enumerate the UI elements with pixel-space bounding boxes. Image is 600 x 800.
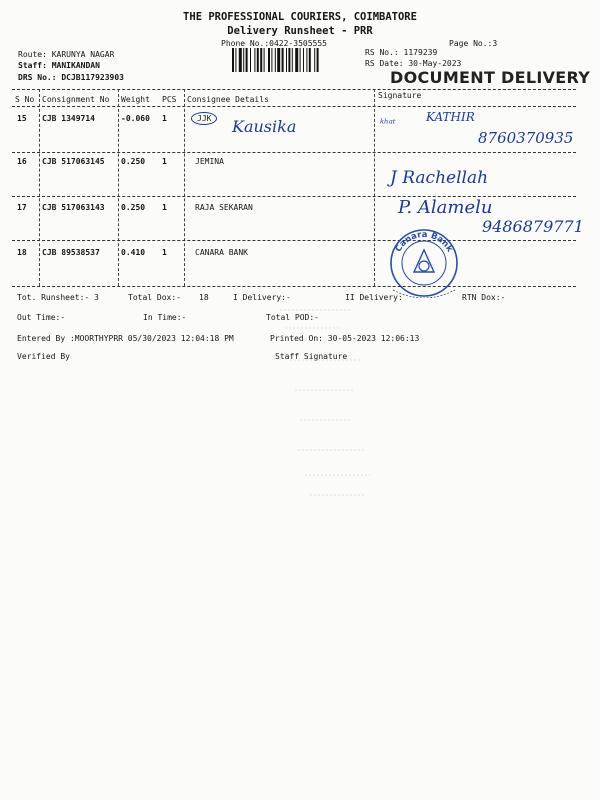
col-divider [39,89,40,286]
stamp-bank-name: Canara Bank [393,229,455,254]
signature-phone: 9486879771 [482,217,584,236]
first-delivery-label: I Delivery:- [233,293,291,302]
rs-no-value: 1179239 [403,48,438,57]
table-row-weight: 0.410 [121,248,146,257]
total-dox-value: 18 [199,293,209,302]
drs-label: DRS No.: [18,73,57,82]
table-row-pcs: 1 [162,248,167,257]
table-row-sno: 18 [17,248,27,257]
col-divider [118,89,119,286]
table-row-pcs: 1 [162,114,167,123]
col-header-signature: Signature [378,91,422,100]
out-time-label: Out Time:- [17,313,66,322]
staff-row [18,61,100,70]
col-header-sno: S No [15,95,35,104]
table-row-pcs: 1 [162,157,167,166]
staff-value: MANIKANDAN [51,61,100,70]
signature-name: J Rachellah [390,168,489,188]
row-rule [12,152,576,153]
route-label: Route: [18,50,47,59]
drs-row [18,73,124,82]
rs-date-value: 30-May-2023 [408,59,462,68]
signature-phone: 8760370935 [478,129,574,147]
table-row-weight: 0.250 [121,203,146,212]
barcode-image [232,48,356,72]
rs-date-label: RS Date: [365,59,404,68]
total-dox-label: Total Dox:- [128,293,181,302]
total-runsheet: Tot. Runsheet:- 3 [17,293,99,302]
table-row-consignment: CJB 89538537 [42,248,100,257]
row-rule [12,240,576,241]
signature-name: P. Alamelu [398,197,493,218]
rs-no-label: RS No.: [365,48,399,57]
table-row-consignment: CJB 517063145 [42,157,105,166]
page-number: Page No.:3 [449,39,498,48]
col-header-pcs: PCS [162,95,177,104]
staff-signature-label: Staff Signature [275,352,348,361]
table-row-pcs: 1 [162,203,167,212]
bleed-through-marks [270,300,390,530]
table-row-weight: 0.250 [121,157,146,166]
signature-name: KATHIR [426,110,475,124]
verified-by-label: Verified By [17,352,70,361]
company-title: THE PROFESSIONAL COURIERS, COIMBATORE [183,11,417,23]
table-row-consignment: CJB 517063143 [42,203,105,212]
table-row-consignment: CJB 1349714 [42,114,95,123]
document-delivery-stamp: DOCUMENT DELIVERY [390,68,591,87]
rs-no-row [365,48,437,57]
table-row-consignee: CANARA BANK [195,248,248,257]
bank-seal-stamp [385,226,463,298]
signature-scribble: ᵏʰᵃᵗ [380,117,396,130]
second-delivery-label: II Delivery: [345,293,403,302]
table-row-sno: 16 [17,157,27,166]
table-row-consignee: JJK [191,112,217,125]
in-time-label: In Time:- [143,313,187,322]
phone-number: Phone No.:0422-3505555 [221,39,327,48]
table-header-rule [12,106,576,107]
handwritten-note: Kausika [232,117,297,136]
table-row-sno: 15 [17,114,27,123]
table-row-sno: 17 [17,203,27,212]
table-top-rule [12,89,576,90]
document-title: Delivery Runsheet - PRR [227,25,373,37]
table-row-consignee: JEMINA [195,157,224,166]
table-row-consignee: RAJA SEKARAN [195,203,253,212]
rtn-dox-label: RTN Dox:- [462,293,506,302]
rs-date-row [365,59,461,68]
route-row [18,50,114,59]
col-divider [374,89,375,286]
drs-value: DCJB117923903 [61,73,124,82]
col-divider [184,89,185,286]
table-row-weight: -0.060 [121,114,150,123]
route-value: KARUNYA NAGAR [51,50,115,59]
col-header-consignee: Consignee Details [187,95,269,104]
col-header-consignment: Consignment No [42,95,110,104]
col-header-weight: Weight [121,95,150,104]
printed-on: Printed On: 30-05-2023 12:06:13 [270,334,420,343]
entered-by: Entered By :MOORTHYPRR 05/30/2023 12:04:18 PM [17,334,234,343]
total-pod-label: Total POD:- [266,313,319,322]
staff-label: Staff: [18,61,47,70]
table-bottom-rule [12,286,576,287]
